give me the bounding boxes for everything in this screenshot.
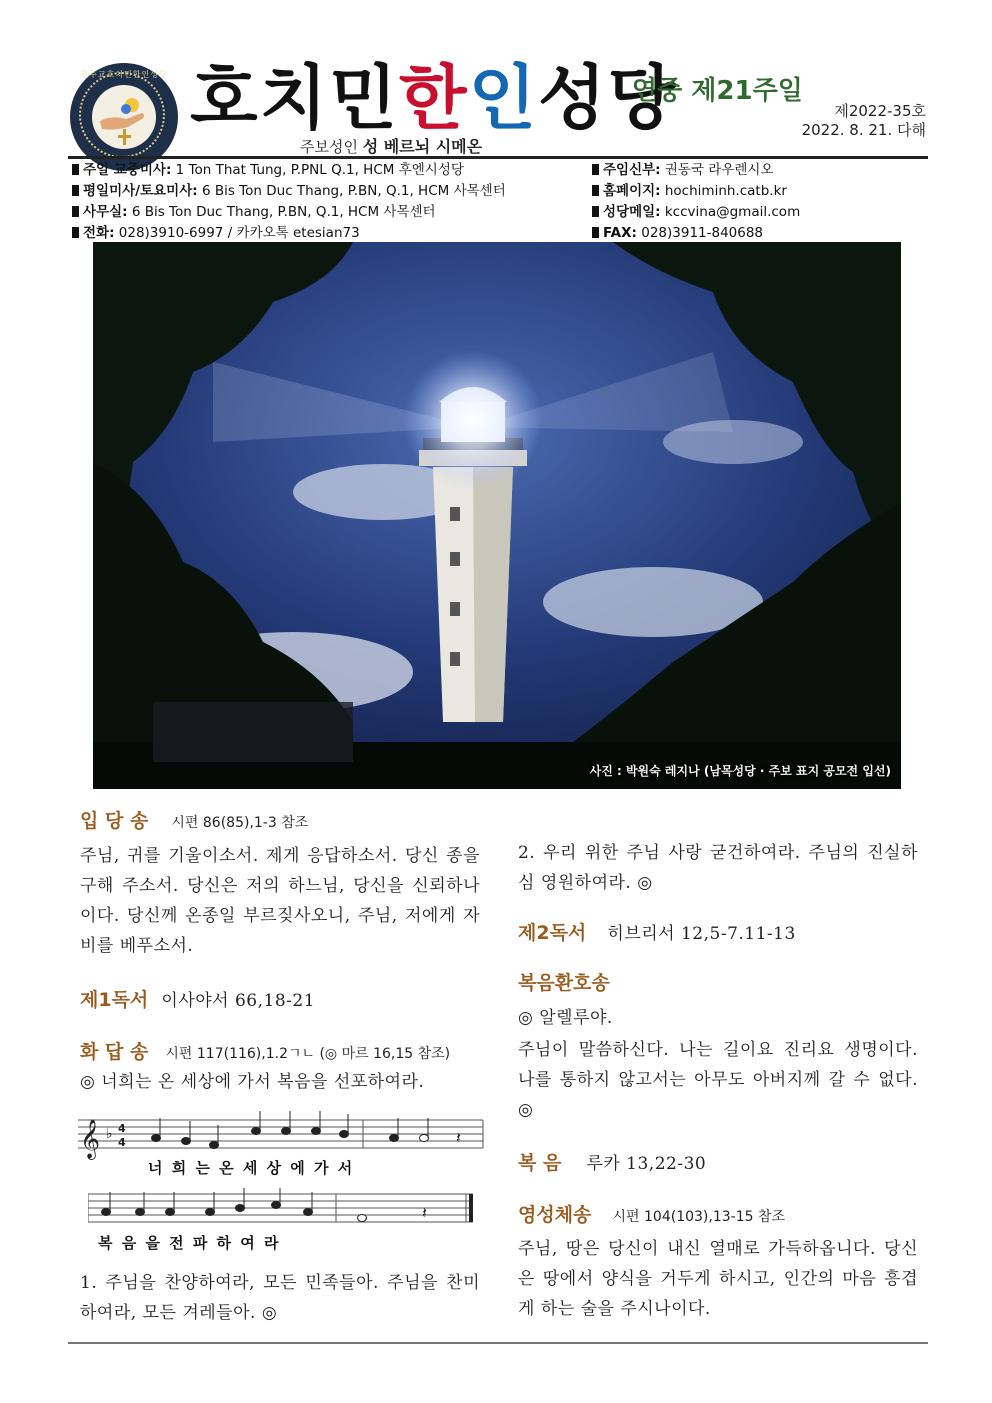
reading2-ref: 히브리서 12,5-7.11-13 (607, 924, 796, 944)
gospel-ref: 루카 13,22-30 (586, 1154, 707, 1174)
reading2-heading: 제2독서 (518, 922, 587, 944)
parish-logo (70, 63, 178, 171)
info-label: 평일미사/토요미사: (83, 183, 198, 199)
issue-date: 2022. 8. 21. 다해 (801, 121, 926, 139)
info-label: 주일 교중미사: (83, 162, 172, 178)
psalm-ref: 시편 117(116),1.2ㄱㄴ (◎ 마르 16,15 참조) (165, 1046, 451, 1062)
bullet-icon (592, 227, 599, 238)
logo-text: 천주교호치민한인성당 (80, 70, 168, 79)
info-row-pastor (592, 160, 800, 181)
bullet-icon (72, 164, 79, 175)
music-staff-2 (88, 1188, 484, 1228)
lyrics-line-2: 복 음 을 전 파 하 여 라 (98, 1234, 281, 1252)
hand-cross-icon (92, 85, 156, 149)
bullet-icon (592, 206, 599, 217)
alleluia-line: ◎ 알렐루야. (518, 1008, 613, 1028)
psalm-verse-2: 2. 우리 위한 주님 사랑 굳건하여라. 주님의 진실하심 영원하여라. ◎ (518, 843, 918, 893)
bullet-icon (72, 185, 79, 196)
info-value[interactable]: kccvina@gmail.com (660, 204, 801, 220)
communion-text: 주님, 땅은 당신이 내신 열매로 가득하옵니다. 당신은 땅에서 양식을 거두게 하시고, 인간의 마음 흥겹게 하는 술을 주시나이다. (518, 1239, 918, 1319)
info-row-office (72, 202, 506, 223)
psalm-verse-1: 1. 주님을 찬양하여라, 모든 민족들아. 주님을 찬미하여라, 모든 겨레들아. ◎ (80, 1273, 480, 1323)
communion-heading: 영성체송 (518, 1204, 592, 1226)
info-left (72, 160, 506, 244)
entrance-antiphon-heading-row (80, 806, 308, 833)
music-staff-1 (78, 1108, 488, 1160)
communion-heading-row (518, 1200, 785, 1227)
reading1-heading: 제1독서 (80, 989, 149, 1011)
info-row-email (592, 202, 800, 223)
info-row-mass (72, 160, 506, 181)
cover-photo (93, 242, 901, 789)
gospel-heading: 복 음 (518, 1152, 562, 1174)
header-divider (68, 156, 928, 159)
bullet-icon (72, 227, 79, 238)
info-row-weekday (72, 181, 506, 202)
title-part: 호치민 (190, 56, 399, 139)
svg-text:𝄽: 𝄽 (456, 1128, 461, 1147)
psalm-response: ◎ 너희는 온 세상에 가서 복음을 선포하여라. (80, 1072, 425, 1092)
info-value: 권동국 라우렌시오 (660, 162, 774, 178)
liturgical-week: 연중 제21주일 (632, 76, 803, 106)
title-part: 성당 (538, 56, 678, 139)
info-value: 028)3910-6997 / 카카오톡 etesian73 (114, 225, 360, 241)
patron-name: 성 베르뇌 시메온 (362, 137, 483, 156)
info-label: 홈페이지: (603, 183, 661, 199)
lighthouse-illustration (93, 242, 901, 789)
psalm-heading-row (80, 1037, 450, 1064)
alleluia-heading: 복음환호송 (518, 972, 610, 994)
info-value: 6 Bis Ton Duc Thang, P.BN, Q.1, HCM 사목센터 (197, 183, 506, 199)
issue-number: 제2022-35호 (834, 102, 926, 120)
alleluia-text: 주님이 말씀하신다. 나는 길이요 진리요 생명이다. 나를 통하지 않고서는 아무도 아버지께 갈 수 없다. ◎ (518, 1040, 918, 1120)
footer-divider (68, 1342, 928, 1344)
bullet-icon (72, 206, 79, 217)
info-row-homepage (592, 181, 800, 202)
info-label: FAX: (603, 225, 637, 241)
entrance-ref: 시편 86(85),1-3 참조 (171, 815, 309, 831)
issue-info (802, 102, 926, 140)
info-value: 6 Bis Ton Duc Thang, P.BN, Q.1, HCM 사목센터 (127, 204, 436, 220)
patron-saint (300, 134, 482, 157)
psalm-heading: 화 답 송 (80, 1041, 149, 1063)
logo-emblem (92, 85, 156, 149)
photo-credit: 사진 : 박원숙 레지나 (남목성당 · 주보 표지 공모전 입선) (589, 764, 891, 778)
bullet-icon (592, 185, 599, 196)
info-label: 주임신부: (603, 162, 661, 178)
info-value[interactable]: hochiminh.catb.kr (660, 183, 787, 199)
info-row-fax (592, 223, 800, 244)
reading2-heading-row (518, 918, 796, 949)
info-right (592, 160, 800, 244)
bullet-icon (592, 164, 599, 175)
svg-text:𝄞: 𝄞 (80, 1119, 101, 1159)
svg-text:𝄽: 𝄽 (422, 1203, 427, 1222)
svg-text:4: 4 (118, 1136, 126, 1149)
svg-text:♭: ♭ (106, 1126, 113, 1142)
info-value: 1 Ton That Tung, P.PNL Q.1, HCM 후엔시성당 (171, 162, 464, 178)
patron-label: 주보성인 (300, 138, 358, 156)
parish-title (190, 58, 677, 138)
communion-ref: 시편 104(103),13-15 참조 (612, 1209, 786, 1225)
info-label: 성당메일: (603, 204, 661, 220)
title-part-blue: 인 (468, 56, 539, 139)
info-label: 사무실: (83, 204, 128, 220)
title-part-red: 한 (398, 56, 469, 139)
info-label: 전화: (83, 225, 115, 241)
lyrics-line-1: 너 희 는 온 세 상 에 가 서 (148, 1159, 355, 1177)
svg-text:4: 4 (118, 1122, 126, 1135)
gospel-heading-row (518, 1148, 706, 1179)
info-value: 028)3911-840688 (636, 225, 764, 241)
entrance-text: 주님, 귀를 기울이소서. 제게 응답하소서. 당신 종을 구해 주소서. 당신은 저의 하느님, 당신을 신뢰하나이다. 당신께 온종일 부르짖사오니, 주님, 저에게 자비를 베푸소서. (80, 846, 480, 956)
reading1-ref: 이사야서 66,18-21 (161, 991, 316, 1011)
info-row-phone (72, 223, 506, 244)
svg-text:.: . (364, 1209, 368, 1223)
entrance-heading: 입 당 송 (80, 810, 149, 832)
reading1-heading-row (80, 985, 315, 1016)
